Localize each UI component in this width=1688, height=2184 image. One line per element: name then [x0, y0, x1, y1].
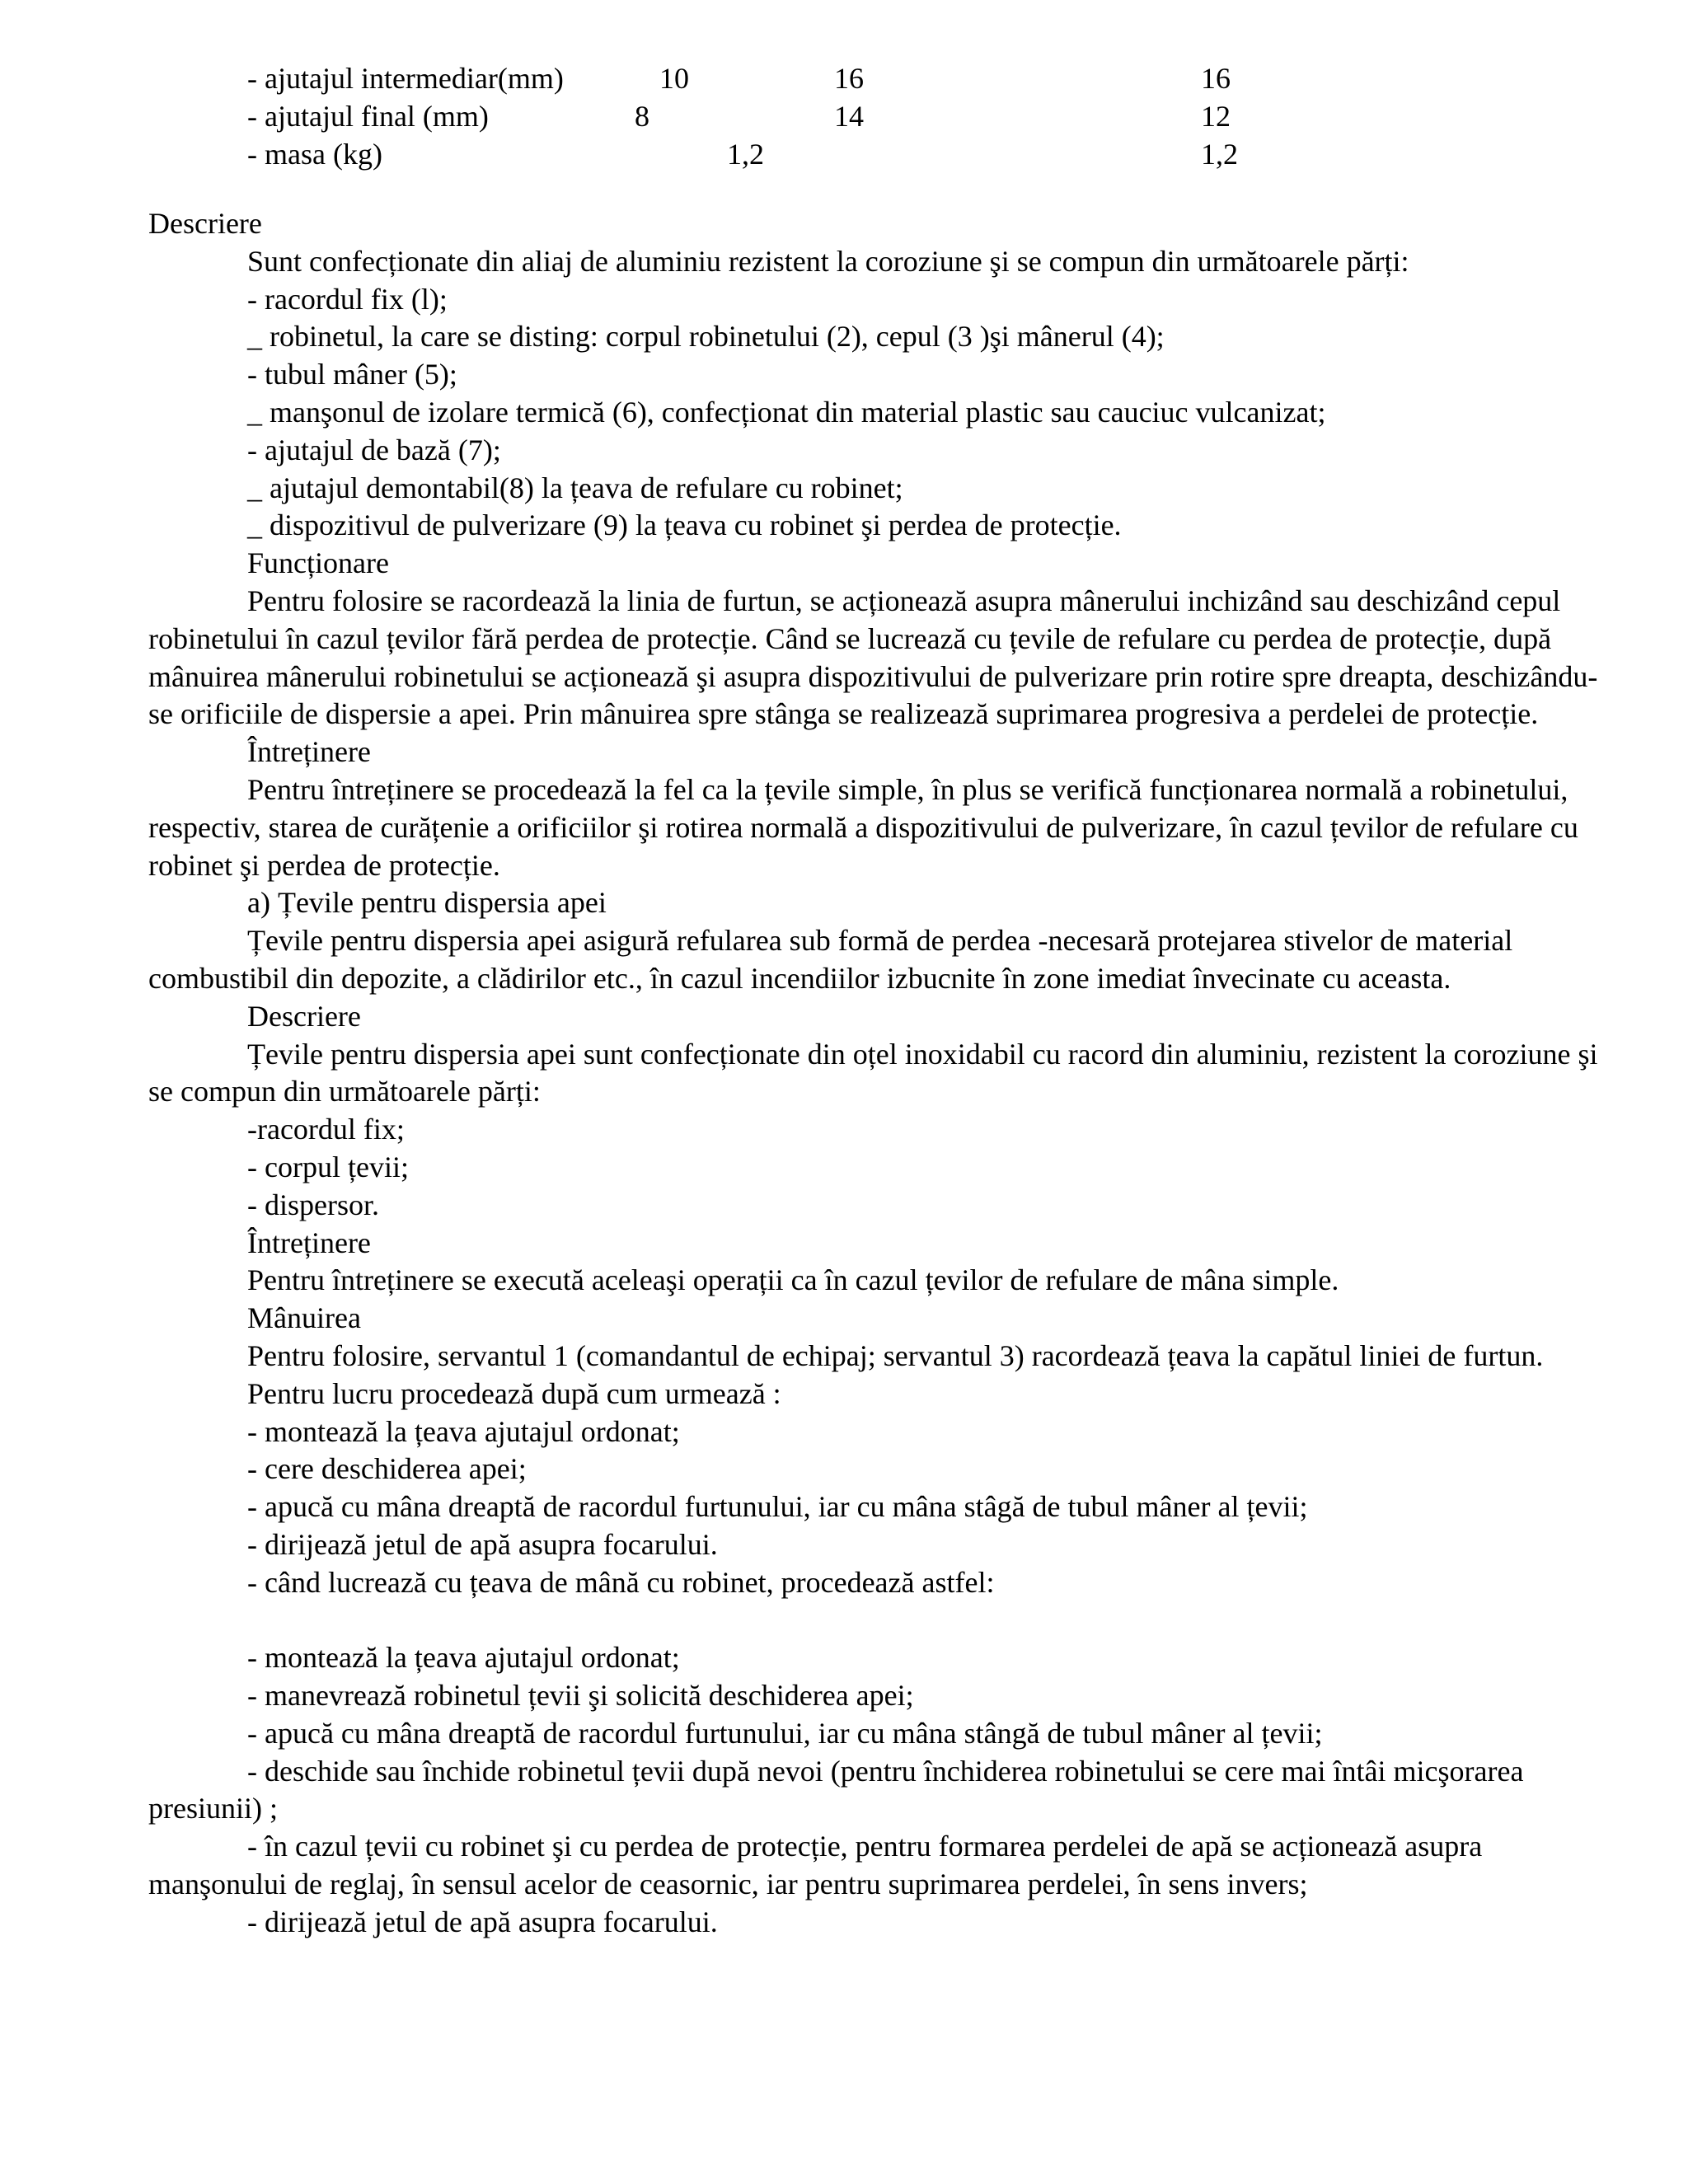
paragraph-text: Pentru folosire, servantul 1 (comandantul de echipaj; servantul 3) racordează țeava la capătul liniei de furtun. — [247, 1338, 1544, 1372]
section-heading: Descriere — [148, 207, 262, 240]
spec-value: 1,2 — [727, 138, 764, 171]
list-item-text: - deschide sau închide robinetul țevii după nevoi (pentru închiderea robinetului se cere mai întâi micşorarea presiunii) ; — [148, 1754, 1524, 1825]
list-item — [148, 1828, 1599, 1904]
paragraph — [148, 1036, 1599, 1112]
paragraph-text: Țevile pentru dispersia apei asigură refularea sub formă de perdea -necesară protejarea stivelor de material combustibil din depozite, a clădirilor etc., în cazul incendiilor izbucnite în zone imediat învecinate cu aceasta. — [148, 924, 1513, 995]
document-body — [148, 205, 1599, 1942]
list-item: - dirijează jetul de apă asupra focarului. — [247, 1527, 718, 1561]
list-item: - apucă cu mâna dreaptă de racordul furtunului, iar cu mâna stângă de tubul mâner al țevii; — [247, 1716, 1323, 1750]
spec-value: 16 — [1201, 62, 1231, 95]
list-item: - cere deschiderea apei; — [247, 1452, 527, 1486]
spec-label: - ajutajul intermediar(mm) — [247, 62, 564, 95]
spec-label: - masa (kg) — [247, 138, 382, 171]
spec-value: 14 — [834, 100, 864, 133]
list-item: _ dispozitivul de pulverizare (9) la țeava cu robinet şi perdea de protecție. — [247, 509, 1122, 542]
paragraph: Pentru lucru procedează după cum urmează : — [247, 1376, 781, 1410]
list-item: - tubul mâner (5); — [247, 358, 457, 391]
paragraph — [148, 771, 1599, 884]
list-item-text: - în cazul țevii cu robinet şi cu perdea de protecție, pentru formarea perdelei de apă se acționează asupra manşonului de reglaj, în sensul acelor de ceasornic, iar pentru suprimarea perdelei, în sens invers; — [148, 1830, 1483, 1901]
list-item: - corpul țevii; — [247, 1150, 409, 1183]
list-item: _ robinetul, la care se disting: corpul robinetului (2), cepul (3 )şi mânerul (4); — [247, 320, 1165, 354]
list-item: - racordul fix (l); — [247, 282, 448, 316]
paragraph-text: Pentru folosire se racordează la linia de furtun, se acționează asupra mânerului inchizând sau deschizând cepul robinetului în cazul țevilor fără perdea de protecție. Când se lucrează cu țevile de refulare cu perdea de protecție, după mânuirea mânerului robinetului se acționează şi asupra dispozitivului de pulverizare prin rotire spre dreapta, deschizându-se orificiile de dispersie a apei. Prin mânuirea spre stânga se realizează suprimarea progresiva a perdelei de protecție. — [148, 583, 1598, 731]
section-heading: Întreținere — [247, 1226, 371, 1259]
paragraph — [148, 922, 1599, 998]
list-item: - când lucrează cu țeava de mână cu robinet, procedează astfel: — [247, 1565, 995, 1599]
list-item — [148, 1753, 1599, 1829]
section-heading: Descriere — [247, 999, 361, 1033]
paragraph — [148, 583, 1599, 733]
paragraph: Sunt confecționate din aliaj de aluminiu rezistent la coroziune şi se compun din următoarele părți: — [247, 244, 1409, 278]
spec-label: - ajutajul final (mm) — [247, 100, 489, 133]
spec-value: 10 — [659, 62, 689, 95]
section-heading: Funcționare — [247, 546, 389, 580]
spec-value: 16 — [834, 62, 864, 95]
spec-value: 1,2 — [1201, 138, 1238, 171]
list-item: - manevrează robinetul țevii şi solicită deschiderea apei; — [247, 1679, 914, 1713]
paragraph — [148, 1338, 1599, 1376]
section-heading: Mânuirea — [247, 1301, 361, 1335]
paragraph: Pentru întreținere se execută aceleaşi operații ca în cazul țevilor de refulare de mâna simple. — [247, 1263, 1339, 1297]
list-item: - ajutajul de bază (7); — [247, 433, 501, 466]
list-item: _ manşonul de izolare termică (6), confecționat din material plastic sau cauciuc vulcanizat; — [247, 395, 1326, 429]
list-item: - dispersor. — [247, 1188, 379, 1221]
list-item: - apucă cu mâna dreaptă de racordul furtunului, iar cu mâna stâgă de tubul mâner al țevii; — [247, 1490, 1308, 1524]
list-item: - montează la țeava ajutajul ordonat; — [247, 1641, 680, 1675]
paragraph-text: Pentru întreținere se procedează la fel ca la țevile simple, în plus se verifică funcționarea normală a robinetului, respectiv, starea de curățenie a orificiilor şi rotirea normală a dispozitivului de pulverizare, în cazul țevilor de refulare cu robinet şi perdea de protecție. — [148, 772, 1578, 882]
list-item: - dirijează jetul de apă asupra focarului. — [247, 1905, 718, 1938]
spec-value: 12 — [1201, 100, 1231, 133]
list-item: _ ajutajul demontabil(8) la țeava de refulare cu robinet; — [247, 471, 903, 504]
spec-value: 8 — [635, 100, 649, 133]
section-heading: a) Țevile pentru dispersia apei — [247, 886, 607, 920]
paragraph-text: Țevile pentru dispersia apei sunt confecționate din oțel inoxidabil cu racord din aluminiu, rezistent la coroziune şi se compun din următoarele părți: — [148, 1037, 1598, 1108]
blank-line — [148, 1601, 1599, 1639]
list-item: -racordul fix; — [247, 1113, 405, 1146]
section-heading: Întreținere — [247, 735, 371, 769]
list-item: - montează la țeava ajutajul ordonat; — [247, 1414, 680, 1448]
